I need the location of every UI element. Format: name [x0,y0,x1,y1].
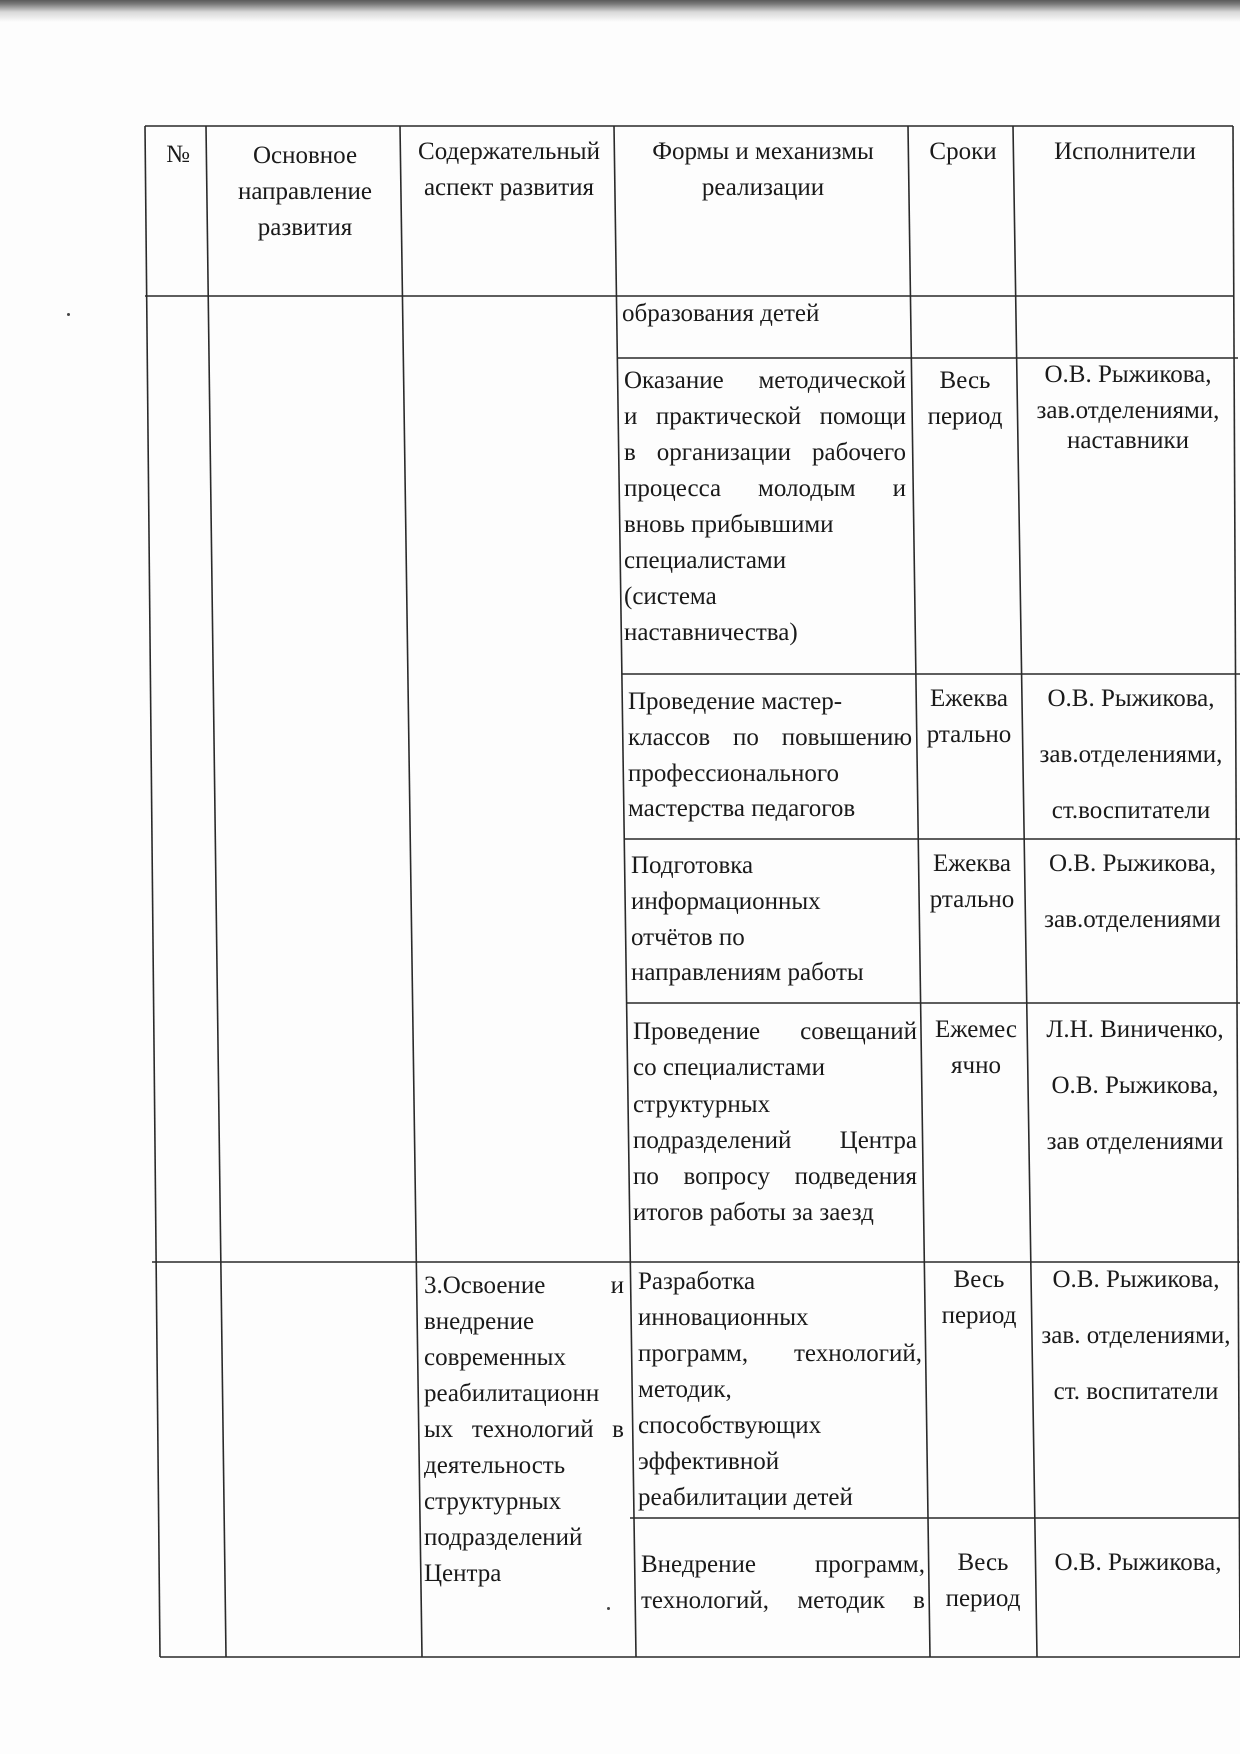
executors-cell-line: зав. отделениями, [1041,1322,1231,1349]
aspect-cell-line: структурных [424,1488,562,1515]
header-direction-line: направление [237,178,373,205]
aspect-cell-line: 3.Освоение и [424,1272,624,1299]
header-aspect-line: аспект развития [423,174,595,201]
executors-cell-line: ст.воспитатели [1051,797,1211,824]
forms-cell-line: процесса молодым и [624,475,906,502]
terms-cell-line: ячно [951,1052,1001,1079]
forms-cell-line: инновационных [638,1304,809,1331]
forms-cell-line: технологий, методик в [641,1587,925,1614]
terms-cell-line: Ежемес [935,1016,1017,1043]
forms-cell-line: (система [624,583,717,610]
terms-cell-line: Ежеква [929,685,1009,712]
executors-cell-line: зав.отделениями [1044,906,1221,933]
executors-cell-line: зав отделениями [1046,1128,1224,1155]
header-executors: Исполнители [1054,138,1196,165]
forms-cell-line: со специалистами [633,1054,825,1081]
forms-cell-line: итогов работы за заезд [633,1199,874,1226]
executors-cell-line: наставники [1067,427,1189,454]
header-terms: Сроки [929,138,997,165]
header-direction-line: развития [257,214,353,241]
header-direction-line: Основное [252,142,358,169]
forms-cell-line: способствующих [638,1412,822,1439]
forms-cell-line: образования детей [622,300,820,327]
header-forms-line: реализации [701,174,825,201]
aspect-cell-line: Центра [424,1560,502,1587]
forms-cell-line: по вопросу подведения [633,1163,917,1190]
forms-cell-line: Проведение совещаний [633,1018,917,1045]
forms-cell-line: реабилитации детей [638,1484,853,1511]
forms-cell-line: программ, технологий, [638,1340,922,1367]
aspect-cell-line: реабилитационн [424,1380,600,1407]
forms-cell-line: профессионального [628,760,839,787]
terms-cell-line: Весь [957,1549,1009,1576]
header-forms-line: Формы и механизмы [652,138,874,165]
forms-cell-line: в организации рабочего [624,439,906,466]
aspect-cell-line: деятельность [424,1452,566,1479]
aspect-cell-line: подразделений [424,1524,583,1551]
terms-cell-line: период [941,1302,1017,1329]
forms-cell-line: вновь прибывшими [624,511,834,538]
terms-cell-line: период [927,403,1003,430]
forms-cell-line: Проведение мастер- [628,688,843,715]
executors-cell-line: О.В. Рыжикова, [1047,685,1215,712]
forms-cell-line: специалистами [624,547,787,574]
header-aspect-line: Содержательный [418,138,600,165]
forms-cell-line: мастерства педагогов [628,795,856,822]
forms-cell-line: направлениям работы [631,959,864,986]
forms-cell-line: эффективной [638,1448,780,1475]
header-num: № [166,141,190,168]
terms-cell-line: период [945,1585,1021,1612]
forms-cell-line: классов по повышению [628,724,912,751]
executors-cell-line: зав.отделениями, [1036,397,1220,424]
terms-cell-line: Весь [939,367,991,394]
forms-cell-line: и практической помощи [624,403,906,430]
forms-cell-line: структурных [633,1091,771,1118]
forms-cell-line: Разработка [638,1268,756,1295]
forms-cell-line: Подготовка [631,852,754,879]
executors-cell-line: О.В. Рыжикова, [1051,1072,1219,1099]
executors-cell-line: О.В. Рыжикова, [1048,850,1217,877]
terms-cell-line: Весь [953,1266,1005,1293]
terms-cell-line: ртально [926,721,1012,748]
forms-cell-line: наставничества) [624,619,798,646]
forms-cell-line: Оказание методической [624,367,906,394]
terms-cell-line: ртально [929,886,1015,913]
executors-cell-line: О.В. Рыжикова, [1054,1549,1222,1576]
executors-cell-line: ст. воспитатели [1053,1378,1219,1405]
aspect-cell-line: внедрение [424,1308,535,1335]
executors-cell-line: зав.отделениями, [1039,741,1223,768]
aspect-cell-line: ых технологий в [424,1416,624,1443]
aspect-cell-line: современных [424,1344,566,1371]
executors-cell-line: О.В. Рыжикова, [1052,1266,1220,1293]
forms-cell-line: методик, [638,1376,732,1403]
terms-cell-line: Ежеква [932,850,1012,877]
executors-cell-line: О.В. Рыжикова, [1044,361,1212,388]
forms-cell-line: информационных [631,888,821,915]
forms-cell-line: подразделений Центра [633,1127,917,1154]
forms-cell-line: отчётов по [631,924,745,951]
forms-cell-line: Внедрение программ, [641,1551,925,1578]
executors-cell-line: Л.Н. Виниченко, [1046,1016,1224,1043]
